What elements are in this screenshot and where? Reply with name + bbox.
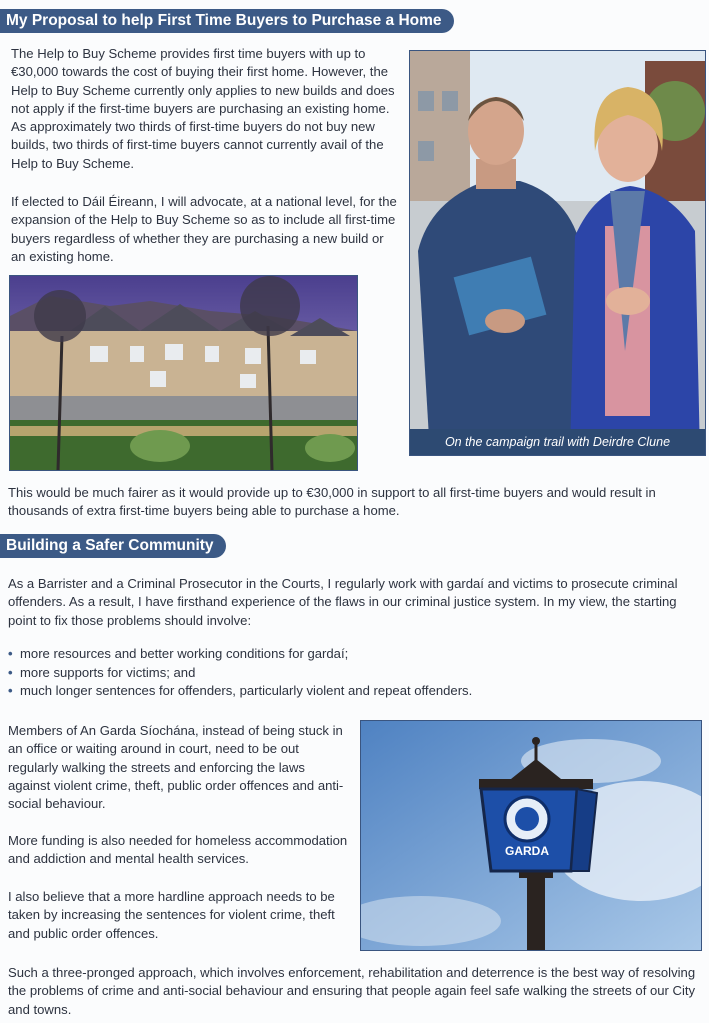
barrister-intro-paragraph: As a Barrister and a Criminal Prosecutor in the Courts, I regularly work with gardaí and victims to prosecute criminal offenders. As a result, I have firsthand experience of the flaws in our criminal justice system. In my view, the starting point to fix those problems should involve: xyxy=(8,576,678,628)
garda-streets-paragraph: Members of An Garda Síochána, instead of being stuck in an office or waiting around in court, need to be out regularly walking the streets and enforcing the laws against violent crime, theft, public order offences and anti-social behaviour. xyxy=(8,723,344,812)
garda-sign-text: GARDA xyxy=(505,844,549,858)
list-item: • much longer sentences for offenders, particularly violent and repeat offenders. xyxy=(8,682,608,701)
dail-advocacy-paragraph: If elected to Dáil Éireann, I will advocate, at a national level, for the expansion of the Help to Buy Scheme so as to include all first-time buyers regardless of whether they are purchasing a new build or an existing home. xyxy=(11,194,397,264)
garda-lamp-photo xyxy=(360,720,702,951)
funding-paragraph: More funding is also needed for homeless accommodation and addiction and mental health services. xyxy=(8,833,348,867)
housing-estate-illustration xyxy=(10,276,357,470)
list-item: • more resources and better working conditions for gardaí; xyxy=(8,645,608,664)
list-item: • more supports for victims; and xyxy=(8,664,608,683)
fairer-support-paragraph: This would be much fairer as it would provide up to €30,000 in support to all first-time buyers and would result in thousands of extra first-time buyers being able to purchase a home. xyxy=(8,485,656,519)
hardline-paragraph: I also believe that a more hardline approach needs to be taken by increasing the sentences for violent crime, theft and public order offences. xyxy=(8,889,335,941)
conclusion-paragraph: Such a three-pronged approach, which involves enforcement, rehabilitation and deterrence is the best way of resolving the problems of crime and anti-social behaviour and ensuring that people again feel safe walking the streets of our City and towns. xyxy=(8,965,696,1017)
photo-caption: On the campaign trail with Deirdre Clune xyxy=(410,429,705,455)
help-to-buy-paragraph: The Help to Buy Scheme provides first time buyers with up to €30,000 towards the cost of buying their first home. However, the Help to Buy Scheme currently only applies to new builds and does not apply if the first-time buyers are purchasing an existing home. As approximately two thirds of first-time buyers do not buy new builds, two thirds of first-time buyers cannot currently avail of the Help to Buy Scheme. xyxy=(11,46,395,171)
section-heading-first-time-buyers: My Proposal to help First Time Buyers to Purchase a Home xyxy=(0,9,454,33)
campaign-photo-illustration xyxy=(410,51,705,455)
garda-lamp-illustration xyxy=(361,721,701,950)
campaign-trail-photo xyxy=(409,50,706,456)
housing-estate-photo xyxy=(9,275,358,471)
priorities-list xyxy=(8,645,608,701)
section-heading-safer-community: Building a Safer Community xyxy=(0,534,226,558)
